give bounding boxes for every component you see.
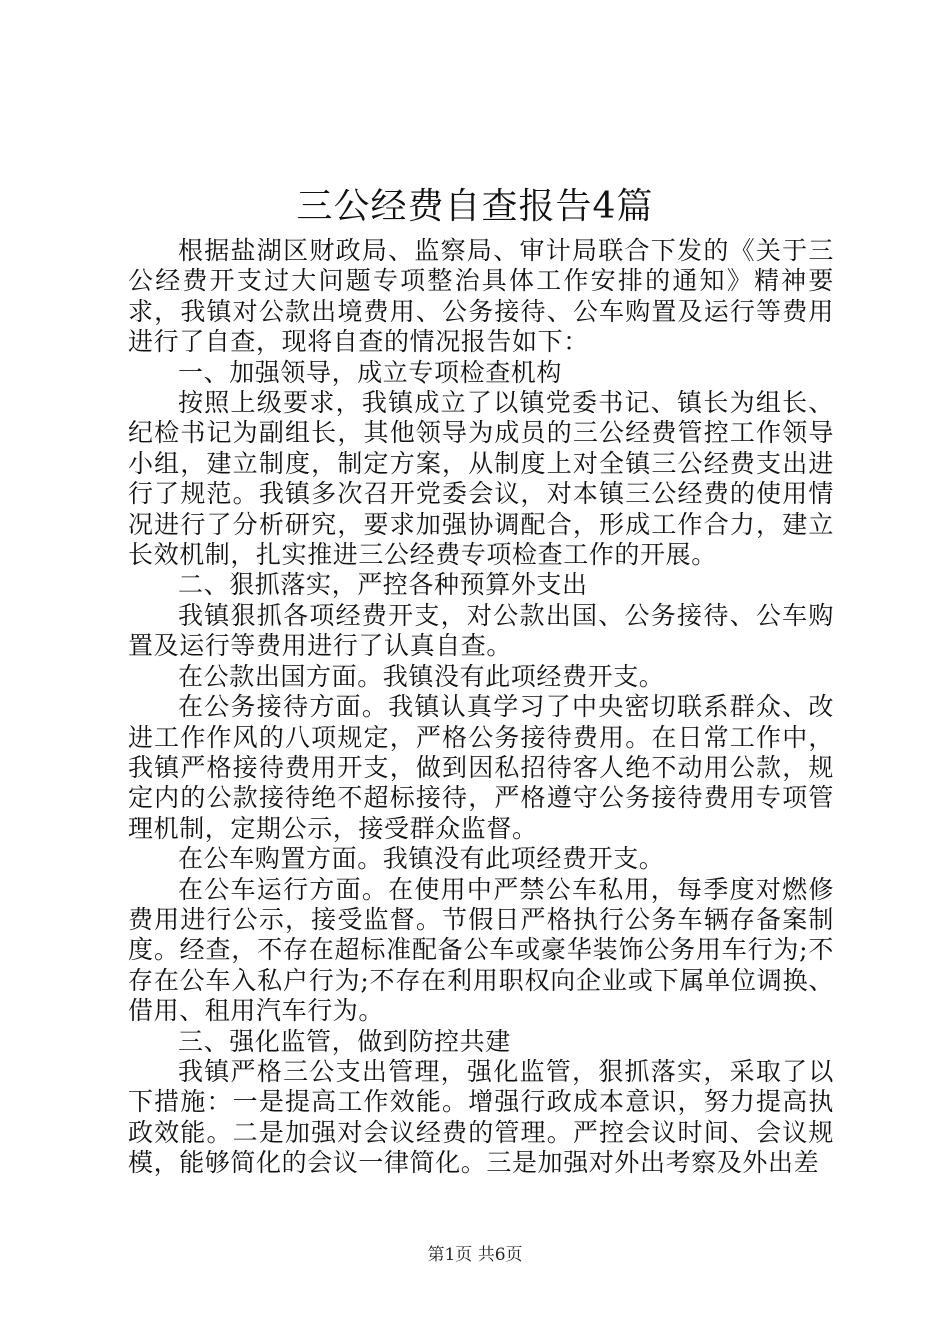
body-paragraph: 我镇严格三公支出管理，强化监管，狠抓落实，采取了以下措施：一是提高工作效能。增强行政成本意识，努力提高执政效能。二是加强对会议经费的管理。严控会议时间、会议规模，能够简化的会议一律简化。三是加强对外出考察及外出差 (128, 1056, 834, 1178)
section-heading-1: 一、加强领导，成立专项检查机构 (178, 357, 563, 387)
body-paragraph: 在公车运行方面。在使用中严禁公车私用，每季度对燃修费用进行公示，接受监督。节假日严格执行公务车辆存备案制度。经查，不存在超标准配备公车或豪华装饰公务用车行为;不存在公车入私户行为;不存在利用职权向企业或下属单位调换、借用、租用汽车行为。 (128, 874, 834, 1026)
body-paragraph: 按照上级要求，我镇成立了以镇党委书记、镇长为组长、纪检书记为副组长，其他领导为成员的三公经费管控工作领导小组，建立制度，制定方案，从制度上对全镇三公经费支出进行了规范。我镇多次召开党委会议，对本镇三公经费的使用情况进行了分析研究，要求加强协调配合，形成工作合力，建立长效机制，扎实推进三公经费专项检查工作的开展。 (128, 388, 834, 570)
body-paragraph: 在公车购置方面。我镇没有此项经费开支。 (178, 844, 665, 874)
section-heading-3: 三、强化监管，做到防控共建 (178, 1026, 511, 1056)
page-footer: 第1页 共6页 (427, 1245, 523, 1265)
intro-paragraph: 根据盐湖区财政局、监察局、审计局联合下发的《关于三公经费开支过大问题专项整治具体工作安排的通知》精神要求，我镇对公款出境费用、公务接待、公车购置及运行等费用进行了自查，现将自查的情况报告如下： (128, 236, 834, 357)
section-heading-2: 二、狠抓落实，严控各种预算外支出 (178, 570, 588, 600)
document-body (128, 236, 834, 1179)
body-paragraph: 在公款出国方面。我镇没有此项经费开支。 (178, 661, 665, 691)
body-paragraph: 在公务接待方面。我镇认真学习了中央密切联系群众、改进工作作风的八项规定，严格公务接待费用。在日常工作中，我镇严格接待费用开支，做到因私招待客人绝不动用公款，规定内的公款接待绝不超标接待，严格遵守公务接待费用专项管理机制，定期公示，接受群众监督。 (128, 692, 834, 843)
body-paragraph: 我镇狠抓各项经费开支，对公款出国、公务接待、公车购置及运行等费用进行了认真自查。 (128, 600, 834, 661)
document-title: 三公经费自查报告4篇 (296, 186, 654, 227)
